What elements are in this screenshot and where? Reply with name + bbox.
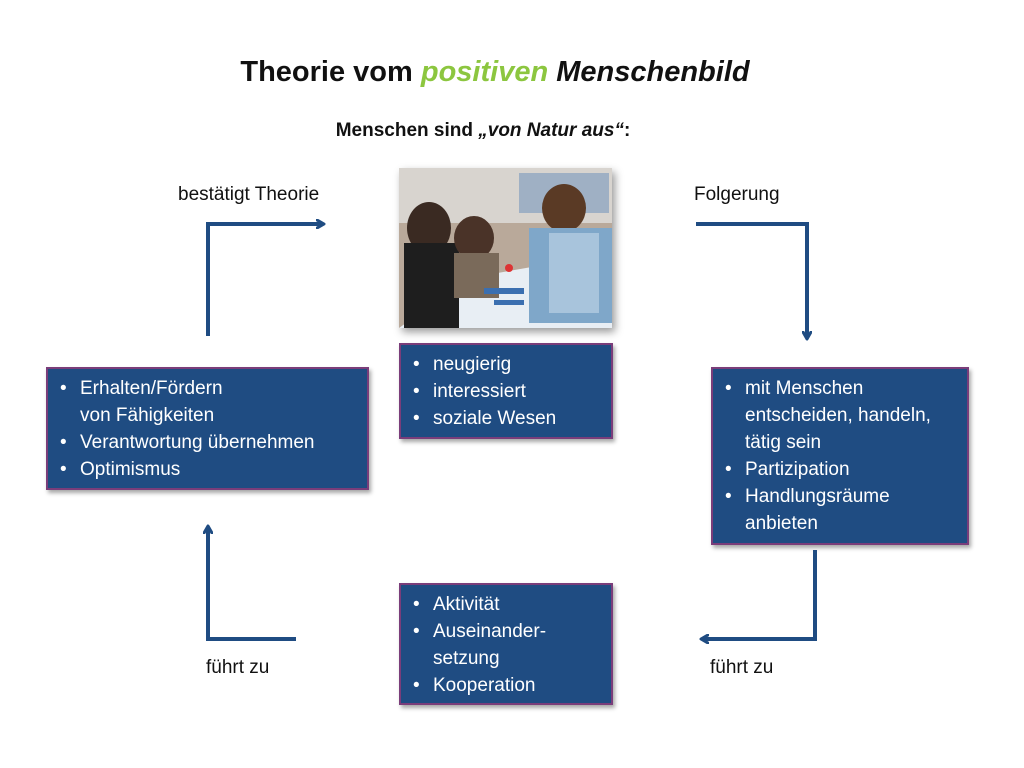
label-leads-to-left: führt zu bbox=[206, 657, 270, 678]
label-conclusion: Folgerung bbox=[694, 184, 780, 205]
label-leads-to-right: führt zu bbox=[710, 657, 774, 678]
title-text: Theorie vom bbox=[240, 56, 421, 88]
list-item: • Auseinander-setzung bbox=[411, 618, 563, 672]
arrow-top-right bbox=[696, 224, 807, 338]
list-item: • Aktivität bbox=[411, 591, 603, 618]
arrow-top-left bbox=[208, 224, 323, 336]
label-confirms-theory: bestätigt Theorie bbox=[178, 184, 320, 205]
list-item: • mit Menschen entscheiden, handeln, tätig sein bbox=[723, 375, 959, 456]
subtitle-text: Menschen sind bbox=[335, 120, 479, 141]
subtitle-italic: „von Natur aus“ bbox=[478, 120, 624, 141]
list-item: • interessiert bbox=[411, 378, 603, 405]
list-item: • Erhalten/Fördern von Fähigkeiten bbox=[58, 375, 250, 429]
list-item: • Partizipation bbox=[723, 456, 959, 483]
list-item: • Optimismus bbox=[58, 456, 359, 483]
title-accent: positiven bbox=[420, 56, 549, 88]
list-item: • soziale Wesen bbox=[411, 405, 603, 432]
list-item: • neugierig bbox=[411, 351, 603, 378]
arrow-bottom-left bbox=[208, 527, 296, 639]
arrow-bottom-right bbox=[702, 550, 815, 639]
subtitle-colon: : bbox=[623, 120, 631, 141]
title-text-end: Menschenbild bbox=[548, 56, 750, 88]
list-item: • Handlungsräume anbieten bbox=[723, 483, 915, 537]
list-item: • Kooperation bbox=[411, 672, 603, 699]
list-item: • Verantwortung übernehmen bbox=[58, 429, 359, 456]
